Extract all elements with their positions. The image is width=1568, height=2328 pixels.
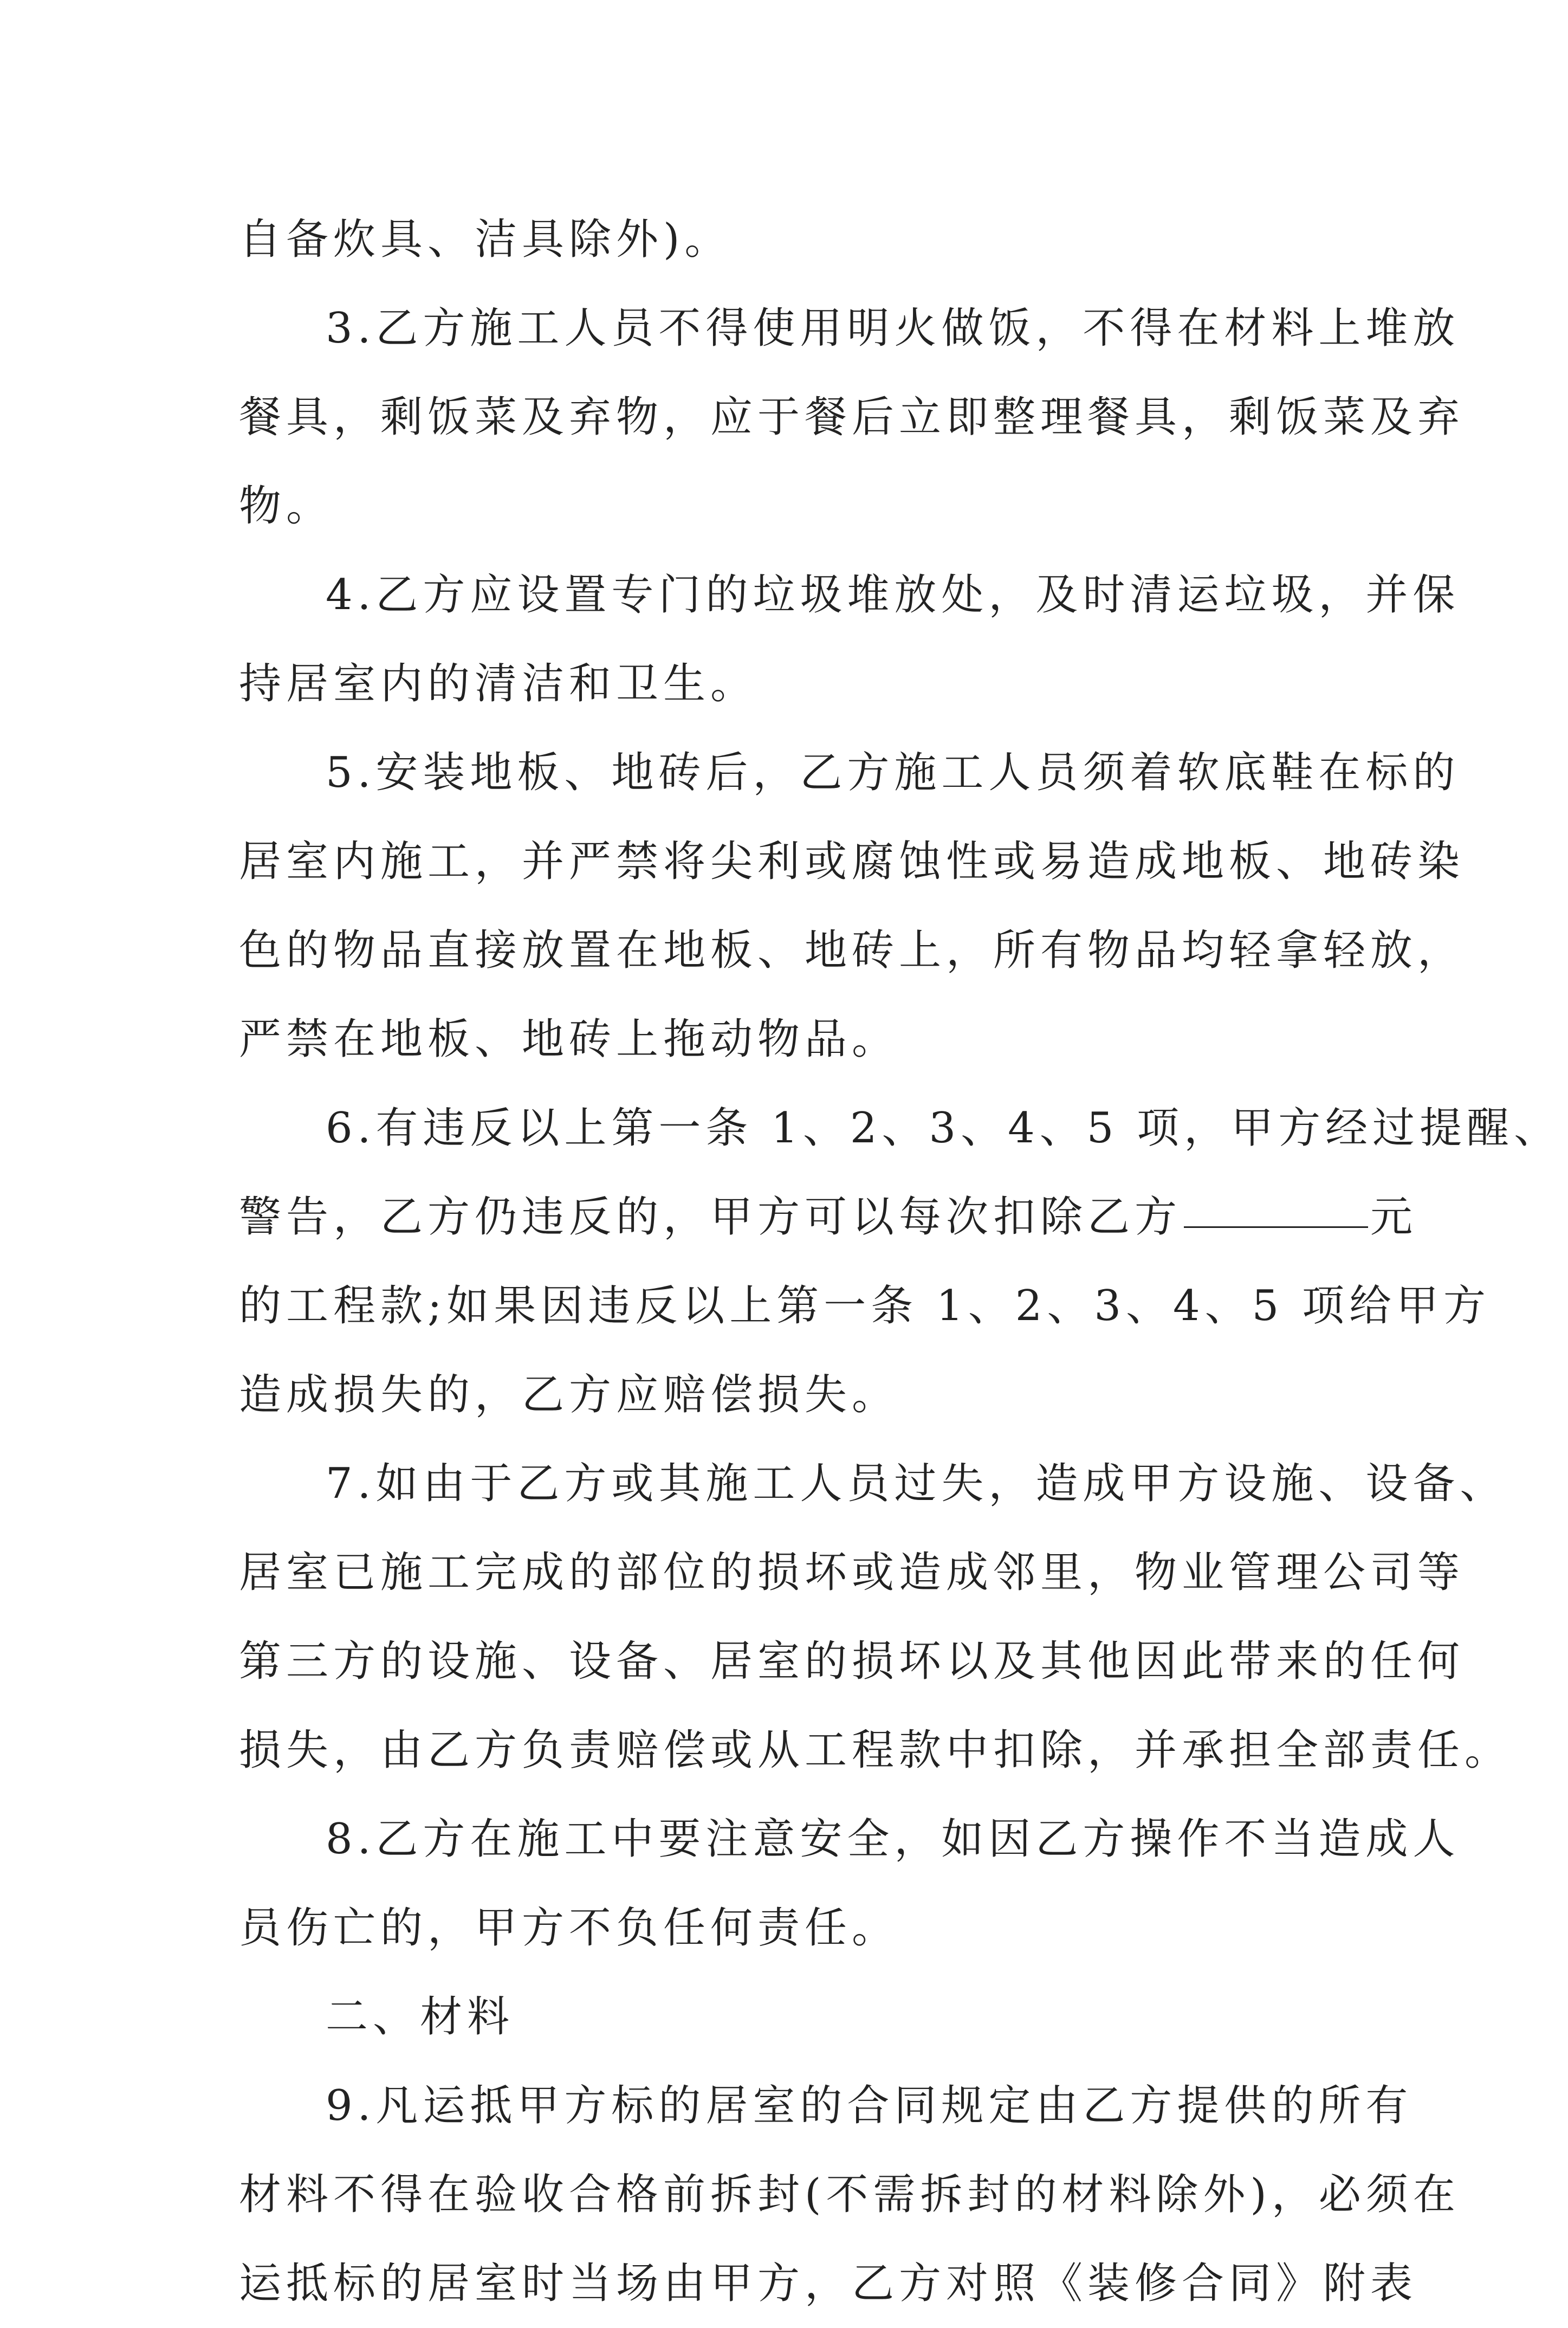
text-line: 物。: [239, 482, 334, 531]
text-line: 色的物品直接放置在地板、地砖上，所有物品均轻拿轻放，: [239, 926, 1465, 975]
text-line: 造成损失的，乙方应赔偿损失。: [239, 1370, 899, 1419]
text-line: 自备炊具、洁具除外)。: [239, 215, 732, 264]
penalty-text: 警告，乙方仍违反的，甲方可以每次扣除乙方: [239, 1193, 1182, 1241]
text-line: 材料不得在验收合格前拆封(不需拆封的材料除外)，必须在: [239, 2170, 1460, 2219]
text-line: 损失，由乙方负责赔偿或从工程款中扣除，并承担全部责任。: [239, 1726, 1512, 1775]
text-line: 员伤亡的，甲方不负任何责任。: [239, 1904, 899, 1952]
currency-unit: 元: [1370, 1193, 1418, 1241]
section-heading-materials: 二、材料: [326, 1993, 515, 2041]
amount-blank-field: [1184, 1188, 1368, 1228]
clause-3: 3.乙方施工人员不得使用明火做饭，不得在材料上堆放: [326, 304, 1460, 353]
clause-8: 8.乙方在施工中要注意安全，如因乙方操作不当造成人: [326, 1815, 1460, 1864]
clause-6: 6.有违反以上第一条 1、2、3、4、5 项，甲方经过提醒、: [326, 1104, 1561, 1153]
text-line: 居室已施工完成的部位的损坏或造成邻里，物业管理公司等: [239, 1548, 1465, 1597]
clause-9: 9.凡运抵甲方标的居室的合同规定由乙方提供的所有: [326, 2081, 1413, 2130]
text-line: 严禁在地板、地砖上拖动物品。: [239, 1015, 899, 1064]
text-line: 运抵标的居室时当场由甲方，乙方对照《装修合同》附表: [239, 2259, 1418, 2308]
text-line: 的工程款;如果因违反以上第一条 1、2、3、4、5 项给甲方: [239, 1282, 1491, 1330]
contract-body: [239, 195, 1561, 2328]
clause-4: 4.乙方应设置专门的垃圾堆放处，及时清运垃圾，并保: [326, 571, 1460, 619]
text-line: 持居室内的清洁和卫生。: [239, 659, 758, 708]
text-line: 餐具，剩饭菜及弃物，应于餐后立即整理餐具，剩饭菜及弃: [239, 393, 1465, 442]
clause-5: 5.安装地板、地砖后，乙方施工人员须着软底鞋在标的: [326, 748, 1460, 797]
clause-7: 7.如由于乙方或其施工人员过失，造成甲方设施、设备、: [326, 1459, 1507, 1508]
text-line-with-blank: [239, 1173, 1418, 1262]
text-line: 居室内施工，并严禁将尖利或腐蚀性或易造成地板、地砖染: [239, 837, 1465, 886]
text-line: 第三方的设施、设备、居室的损坏以及其他因此带来的任何: [239, 1637, 1465, 1686]
